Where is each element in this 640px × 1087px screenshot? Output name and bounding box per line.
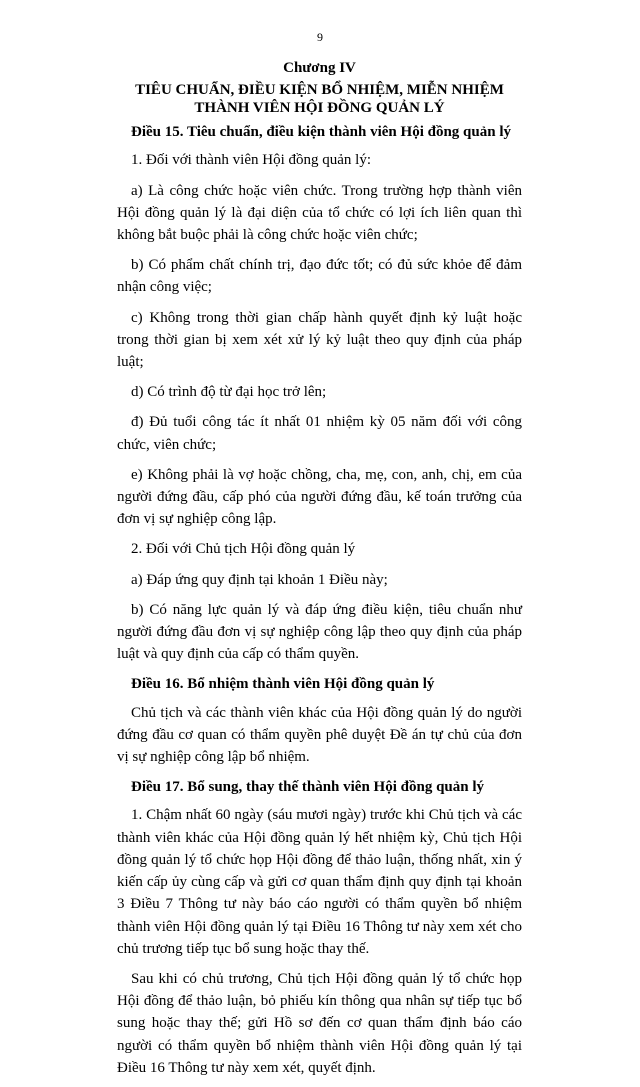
article-heading: Điều 16. Bổ nhiệm thành viên Hội đồng quản lý bbox=[131, 676, 435, 693]
paragraph: b) Có năng lực quản lý và đáp ứng điều kiện, tiêu chuẩn như người đứng đầu đơn vị sự nghiệp công lập theo quy định của pháp luật và quy định của cấp có thẩm quyền. bbox=[117, 601, 522, 663]
paragraph: Sau khi có chủ trương, Chủ tịch Hội đồng quản lý tổ chức họp Hội đồng để thảo luận, bỏ phiếu kín thông qua nhân sự tiếp tục bổ sung hoặc thay thế; gửi Hồ sơ đến cơ quan thẩm định báo cáo người có thẩm quyền bổ nhiệm thành viên Hội đồng quản lý tại Điều 16 Thông tư này xem xét, quyết định. bbox=[117, 970, 522, 1076]
paragraph: a) Đáp ứng quy định tại khoản 1 Điều này; bbox=[131, 571, 388, 588]
article-blocks bbox=[117, 121, 522, 1079]
paragraph: c) Không trong thời gian chấp hành quyết định kỷ luật hoặc trong thời gian bị xem xét xử lý kỷ luật theo quy định của pháp luật; bbox=[117, 309, 522, 371]
paragraph: d) Có trình độ từ đại học trở lên; bbox=[131, 384, 327, 401]
paragraph: e) Không phải là vợ hoặc chồng, cha, mẹ, con, anh, chị, em của người đứng đầu, cấp phó của người đứng đầu, kế toán trưởng của đơn vị sự nghiệp công lập. bbox=[117, 466, 522, 528]
paragraph: 1. Chậm nhất 60 ngày (sáu mươi ngày) trước khi Chủ tịch và các thành viên khác của Hội đồng quản lý hết nhiệm kỳ, Chủ tịch Hội đồng quản lý tổ chức họp Hội đồng để thảo luận, thống nhất, xin ý kiến cấp ủy cùng cấp và gửi cơ quan thẩm định quy định tại khoản 3 Điều 7 Thông tư này báo cáo người có thẩm quyền bổ nhiệm thành viên Hội đồng quản lý tại Điều 16 Thông tư này xem xét cho chủ trương tiếp tục bổ sung hoặc thay thế. bbox=[117, 807, 522, 957]
article-heading: Điều 15. Tiêu chuẩn, điều kiện thành viên Hội đồng quản lý bbox=[131, 124, 511, 141]
page-number: 9 bbox=[317, 30, 323, 44]
paragraph: 1. Đối với thành viên Hội đồng quản lý: bbox=[131, 152, 371, 169]
chapter-title-line: TIÊU CHUẨN, ĐIỀU KIỆN BỔ NHIỆM, MIỄN NHIỆM bbox=[135, 82, 504, 99]
chapter-title bbox=[117, 81, 522, 117]
chapter-title-line: THÀNH VIÊN HỘI ĐỒNG QUẢN LÝ bbox=[194, 100, 445, 117]
paragraph: đ) Đủ tuổi công tác ít nhất 01 nhiệm kỳ 05 năm đối với công chức, viên chức; bbox=[117, 414, 522, 453]
document-body bbox=[117, 57, 522, 1087]
paragraph: b) Có phẩm chất chính trị, đạo đức tốt; có đủ sức khỏe để đảm nhận công việc; bbox=[117, 257, 522, 296]
paragraph: 2. Đối với Chủ tịch Hội đồng quản lý bbox=[131, 541, 356, 558]
paragraph: a) Là công chức hoặc viên chức. Trong trường hợp thành viên Hội đồng quản lý là đại diện của tổ chức có lợi ích liên quan thì không bắt buộc phải là công chức hoặc viên chức; bbox=[117, 182, 522, 244]
chapter-heading: Chương IV bbox=[283, 60, 356, 76]
paragraph: Chủ tịch và các thành viên khác của Hội đồng quản lý do người đứng đầu cơ quan có thẩm quyền phê duyệt Đề án tự chủ của đơn vị sự nghiệp công lập bổ nhiệm. bbox=[117, 704, 522, 766]
article-heading: Điều 17. Bổ sung, thay thế thành viên Hội đồng quản lý bbox=[131, 779, 485, 796]
